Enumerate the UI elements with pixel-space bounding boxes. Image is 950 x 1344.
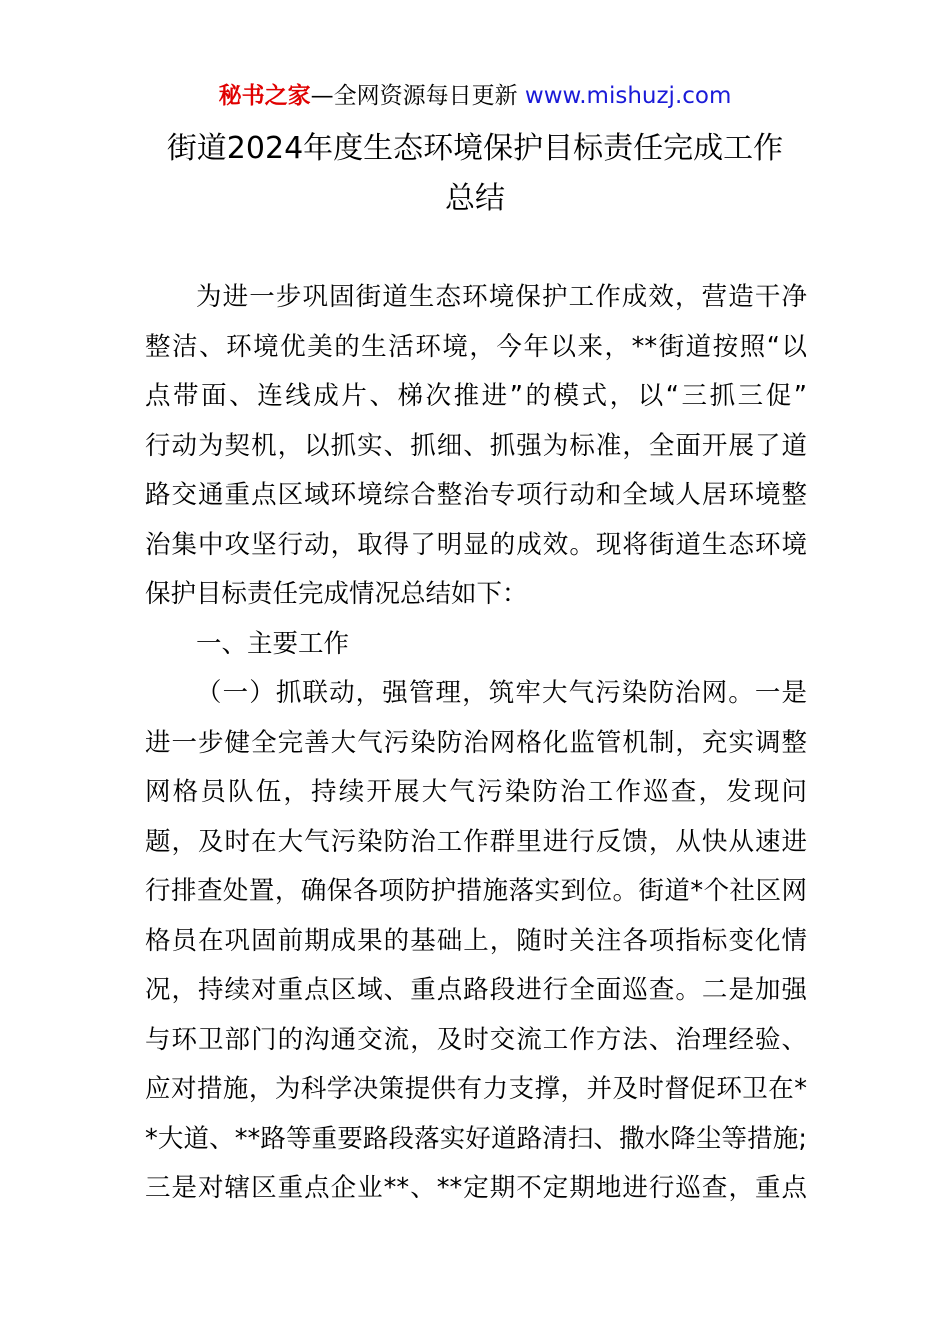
body-line: 进一步健全完善大气污染防治网格化监管机制，充实调整 [145, 727, 807, 758]
body-line: 格员在巩固前期成果的基础上，随时关注各项指标变化情 [145, 925, 807, 956]
body-line: 题，及时在大气污染防治工作群里进行反馈，从快从速进 [145, 826, 807, 857]
document-title [120, 124, 830, 224]
site-brand: 秘书之家 [218, 83, 311, 109]
body-line: 路交通重点区域环境综合整治专项行动和全域人居环境整 [145, 480, 807, 510]
site-tagline: —全网资源每日更新 [310, 83, 518, 109]
document-title-line-2: 总结 [445, 181, 505, 216]
section-heading: 一、主要工作 [196, 628, 350, 659]
body-line: *大道、**路等重要路段落实好道路清扫、撒水降尘等措施; [145, 1123, 807, 1154]
body-line: 为进一步巩固街道生态环境保护工作成效，营造干净 [196, 282, 807, 312]
body-line: 点带面、连线成片、梯次推进”的模式，以“三抓三促” [145, 381, 807, 411]
body-line: 行排查处置，确保各项防护措施落实到位。街道*个社区网 [145, 876, 807, 906]
document-title-line-1: 街道2024年度生态环境保护目标责任完成工作 [166, 131, 784, 166]
subsection-heading-line: （一）抓联动，强管理，筑牢大气污染防治网。一是 [196, 678, 807, 708]
site-header [0, 78, 950, 114]
body-line: 三是对辖区重点企业**、**定期不定期地进行巡查，重点 [145, 1173, 807, 1203]
body-line: 与环卫部门的沟通交流，及时交流工作方法、治理经验、 [145, 1024, 807, 1055]
body-line: 况，持续对重点区域、重点路段进行全面巡查。二是加强 [145, 975, 807, 1005]
body-line: 治集中攻坚行动，取得了明显的成效。现将街道生态环境 [145, 529, 807, 560]
document-body [145, 273, 807, 1214]
body-line: 保护目标责任完成情况总结如下： [145, 579, 528, 609]
body-line: 网格员队伍，持续开展大气污染防治工作巡查，发现问 [145, 777, 807, 807]
body-line: 应对措施，为科学决策提供有力支撑，并及时督促环卫在* [145, 1074, 807, 1104]
body-line: 行动为契机，以抓实、抓细、抓强为标准，全面开展了道 [145, 430, 807, 461]
site-url-link[interactable]: www.mishuzj.com [524, 83, 732, 109]
body-line: 整洁、环境优美的生活环境，今年以来，**街道按照“以 [145, 331, 807, 362]
